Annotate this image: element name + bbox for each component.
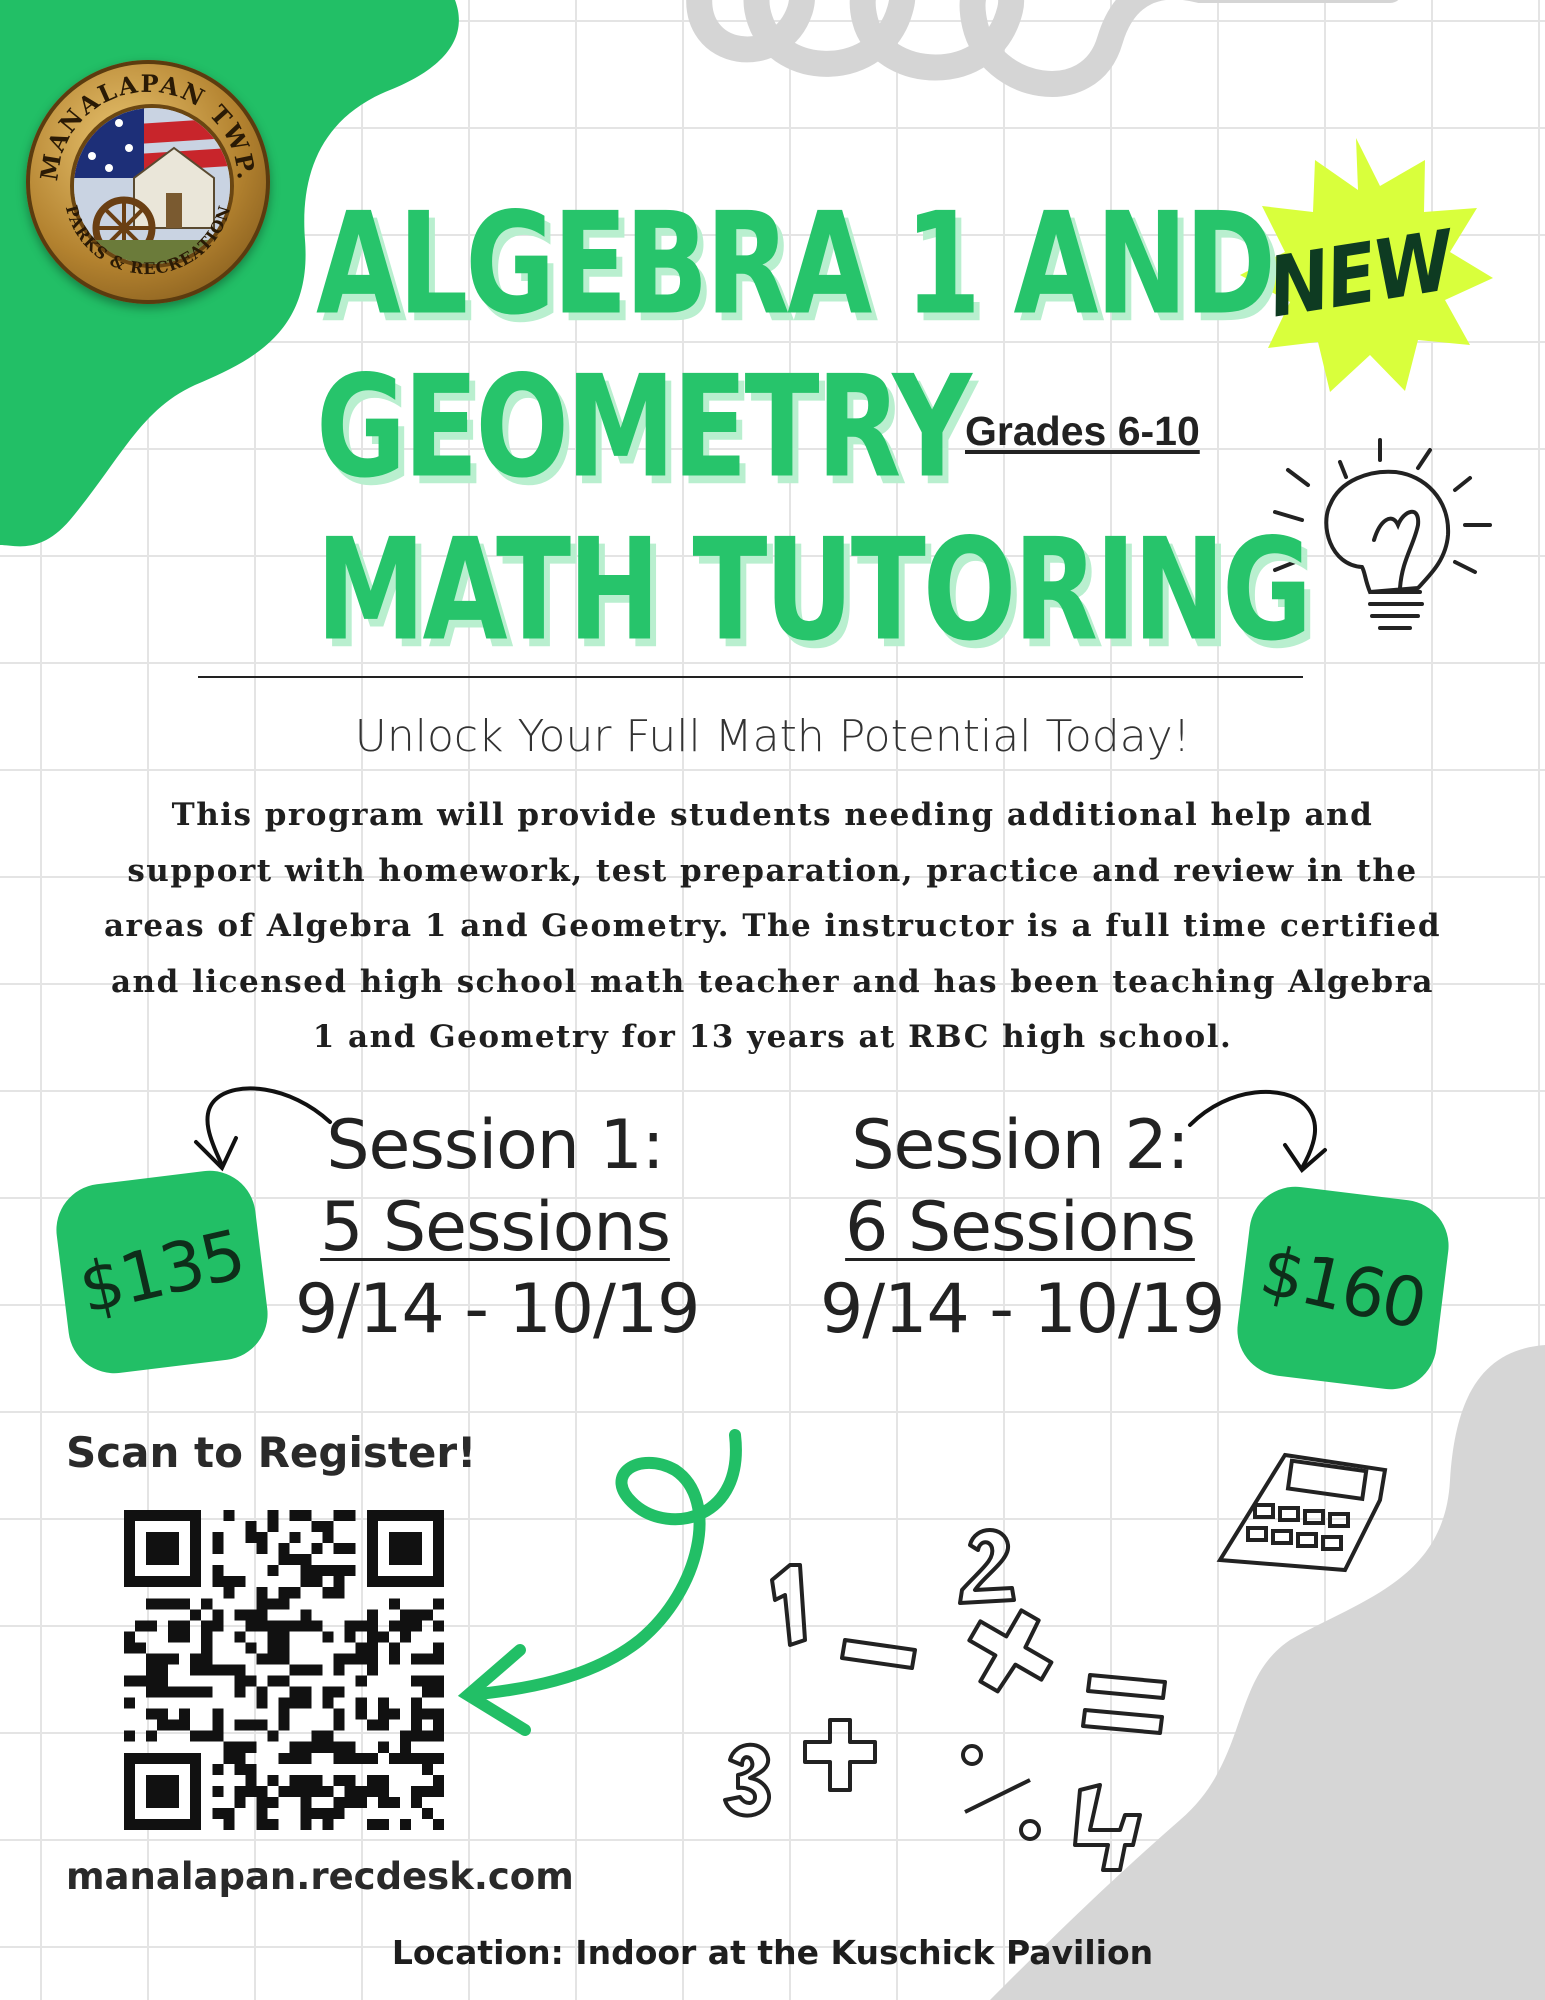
logo-top-text: MANALAPAN TWP. [34, 68, 262, 183]
new-badge-label: NEW [1262, 211, 1458, 337]
title-divider [198, 676, 1303, 678]
qr-code-icon[interactable] [124, 1510, 444, 1830]
program-description: This program will provide students needing additional help and support with homework, test preparation, practice and review in the areas of Algebra 1 and Geometry. The instructor is a full time certified and licensed high school math teacher and has been teaching Algebra 1 and Geometry for 13 years at RBC high school. [103, 797, 1442, 1055]
scan-to-register-label: Scan to Register! [66, 1428, 477, 1477]
svg-text:PARKS & RECREATION [62, 203, 235, 278]
session-name: Session 1: [326, 1106, 664, 1185]
session-dates: 9/14 - 10/19 [295, 1270, 700, 1349]
session-name: Session 2: [851, 1106, 1189, 1185]
math-symbols-icon [725, 1530, 1165, 1870]
price-label: $135 [72, 1214, 252, 1330]
gray-loops-shape [699, 0, 1390, 84]
registration-website-link[interactable]: manalapan.recdesk.com [66, 1855, 574, 1898]
title-line-1: ALGEBRA 1 AND [316, 182, 1273, 346]
title-line-3: MATH TUTORING [316, 508, 1310, 672]
session-1-block [295, 1105, 700, 1351]
grades-label: Grades 6-10 [965, 408, 1200, 454]
parks-recreation-logo [26, 60, 270, 304]
title-line-2: GEOMETRY [316, 345, 969, 509]
session-dates: 9/14 - 10/19 [820, 1270, 1225, 1349]
price-badge-session-1 [51, 1166, 273, 1379]
price-badge-session-2 [1232, 1182, 1454, 1395]
gray-blob-shape [990, 1345, 1545, 2000]
location-label: Location: Indoor at the Kuschick Pavilion [391, 1933, 1154, 1972]
green-loop-arrow-icon [468, 1435, 736, 1730]
calculator-icon [1220, 1455, 1385, 1570]
session-count: 5 Sessions [320, 1188, 670, 1267]
logo-bottom-text: PARKS & RECREATION [61, 202, 235, 279]
session-2-block [820, 1105, 1225, 1351]
tagline: Unlock Your Full Math Potential Today! [354, 711, 1191, 762]
svg-text:MANALAPAN TWP. [34, 69, 261, 183]
session-count: 6 Sessions [845, 1188, 1195, 1267]
price-label: $160 [1253, 1230, 1433, 1346]
